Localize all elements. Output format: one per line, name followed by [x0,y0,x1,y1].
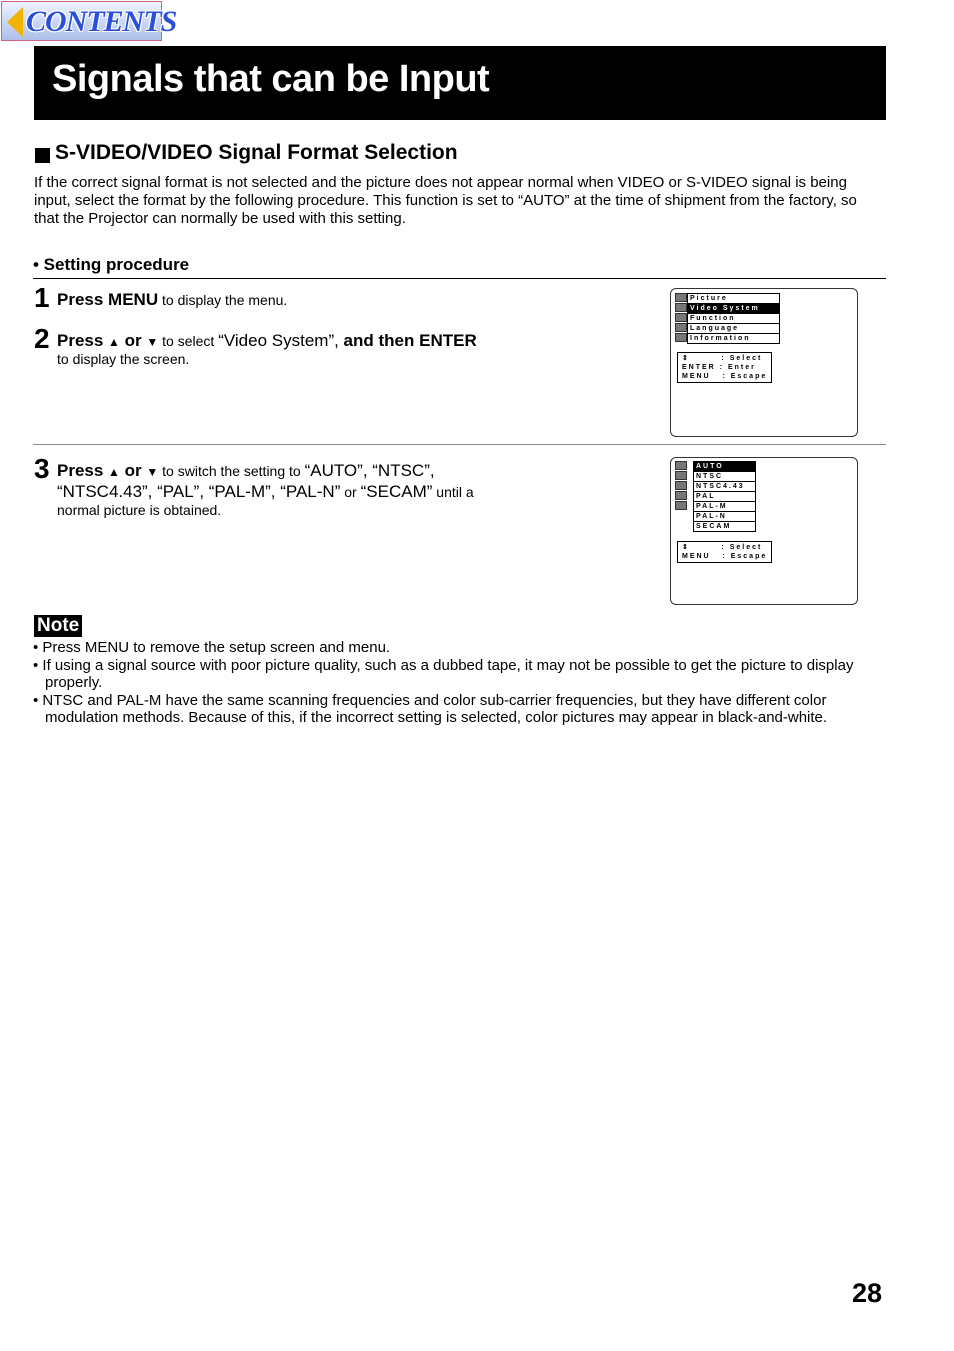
step-3-quote-a: “AUTO”, “NTSC”, [304,461,435,480]
up-triangle-icon: ▲ [108,465,120,479]
step-3-quote-c: “SECAM” [360,482,433,501]
step-3-quote-b: “NTSC4.43”, “PAL”, “PAL-M”, “PAL-N” [57,482,341,501]
osd-key-line: ⇕ : Select [682,544,763,551]
osd-key-line: ⇕ : Select [682,355,763,362]
osd-menu-item: PAL-M [694,502,755,512]
step-2-number: 2 [34,323,50,354]
note-item: • If using a signal source with poor picture quality, such as a dubbed tape, it may not be possible to get the picture to display properly. [33,656,854,691]
menu-icons [675,293,687,343]
osd-key-line: ENTER : Enter [682,364,756,371]
intro-paragraph: If the correct signal format is not selected and the picture does not appear normal when VIDEO or S-VIDEO signal is being input, select the format by the following procedure. This function is set to “AUTO” at the time of shipment from the factory, so that the Projector can normally be used with this setting. [34,174,857,227]
down-triangle-icon: ▼ [146,465,159,479]
page-number: 28 [852,1278,883,1308]
contents-button[interactable] [1,1,177,41]
function-icon [675,313,687,322]
step-3-press: Press [57,461,109,480]
title-banner [34,46,886,120]
step-3-continuation: normal picture is obtained. [57,502,222,518]
osd-menu-item: SECAM [696,523,732,530]
video-system-icon [675,303,687,312]
note-badge: Note [34,615,82,637]
down-triangle-icon: ▼ [146,335,159,349]
video-system-icon [675,471,687,480]
divider [33,278,886,279]
step-2-enter: and then ENTER [343,331,477,350]
main-menu-list [687,293,780,344]
section-square-icon [35,148,50,163]
osd-key-line: MENU : Escape [682,373,768,380]
osd-menu-item: AUTO [694,462,755,472]
key-guide [677,352,772,383]
picture-icon [675,461,687,470]
step-1-text [57,290,287,310]
step-3-number: 3 [34,453,50,484]
step-2-text [57,331,477,351]
note-item: • NTSC and PAL-M have the same scanning frequencies and color sub-carrier frequencies, but they have different color modulation methods. Because of this, if the incorrect setting is selected, color pictures may appear in black-and-white. [33,691,828,726]
osd-menu-item: Language [688,324,779,334]
step-2-quote: “Video System”, [218,331,344,350]
note-item: • Press MENU to remove the setup screen and menu. [33,639,391,656]
step-3-text-line-2 [57,482,474,502]
step-2-continuation: to display the screen. [57,351,190,367]
step-3-text [57,461,435,481]
step-3-until: until a [432,484,474,500]
information-icon [675,333,687,342]
language-icon [675,491,687,500]
step-3-switch: to switch the setting to [158,463,305,479]
key-guide [677,541,772,563]
step-2-or: or [119,331,147,350]
page-title: Signals that can be Input [52,58,490,100]
information-icon [675,501,687,510]
language-icon [675,323,687,332]
up-triangle-icon: ▲ [108,335,120,349]
osd-menu-item: NTSC [694,472,755,482]
menu-icons [675,461,687,511]
osd-menu-item: PAL [694,492,755,502]
osd-menu-item: Video System [688,304,779,314]
step-2-select: to select [158,333,219,349]
step-1-bold: Press MENU [57,290,159,309]
osd-screen-video-system [670,457,858,605]
section-heading: S-VIDEO/VIDEO Signal Format Selection [55,141,458,164]
step-2-press: Press [57,331,109,350]
left-arrow-icon [7,7,23,37]
step-1-plain: to display the menu. [158,292,288,308]
osd-menu-item: NTSC4.43 [694,482,755,492]
step-3-or: or [119,461,147,480]
osd-menu-item: PAL-N [694,512,755,522]
osd-menu-item: Picture [688,294,779,304]
step-1-number: 1 [34,282,50,313]
osd-menu-item: Function [688,314,779,324]
contents-label: CONTENTS [26,5,177,38]
osd-screen-main-menu [670,288,858,437]
note-list [33,639,873,727]
picture-icon [675,293,687,302]
video-system-list [693,461,756,532]
divider [33,444,886,445]
procedure-heading: • Setting procedure [33,255,190,274]
osd-menu-item: Information [690,335,751,342]
osd-key-line: MENU : Escape [682,553,768,560]
function-icon [675,481,687,490]
step-3-or-word: or [340,484,361,500]
